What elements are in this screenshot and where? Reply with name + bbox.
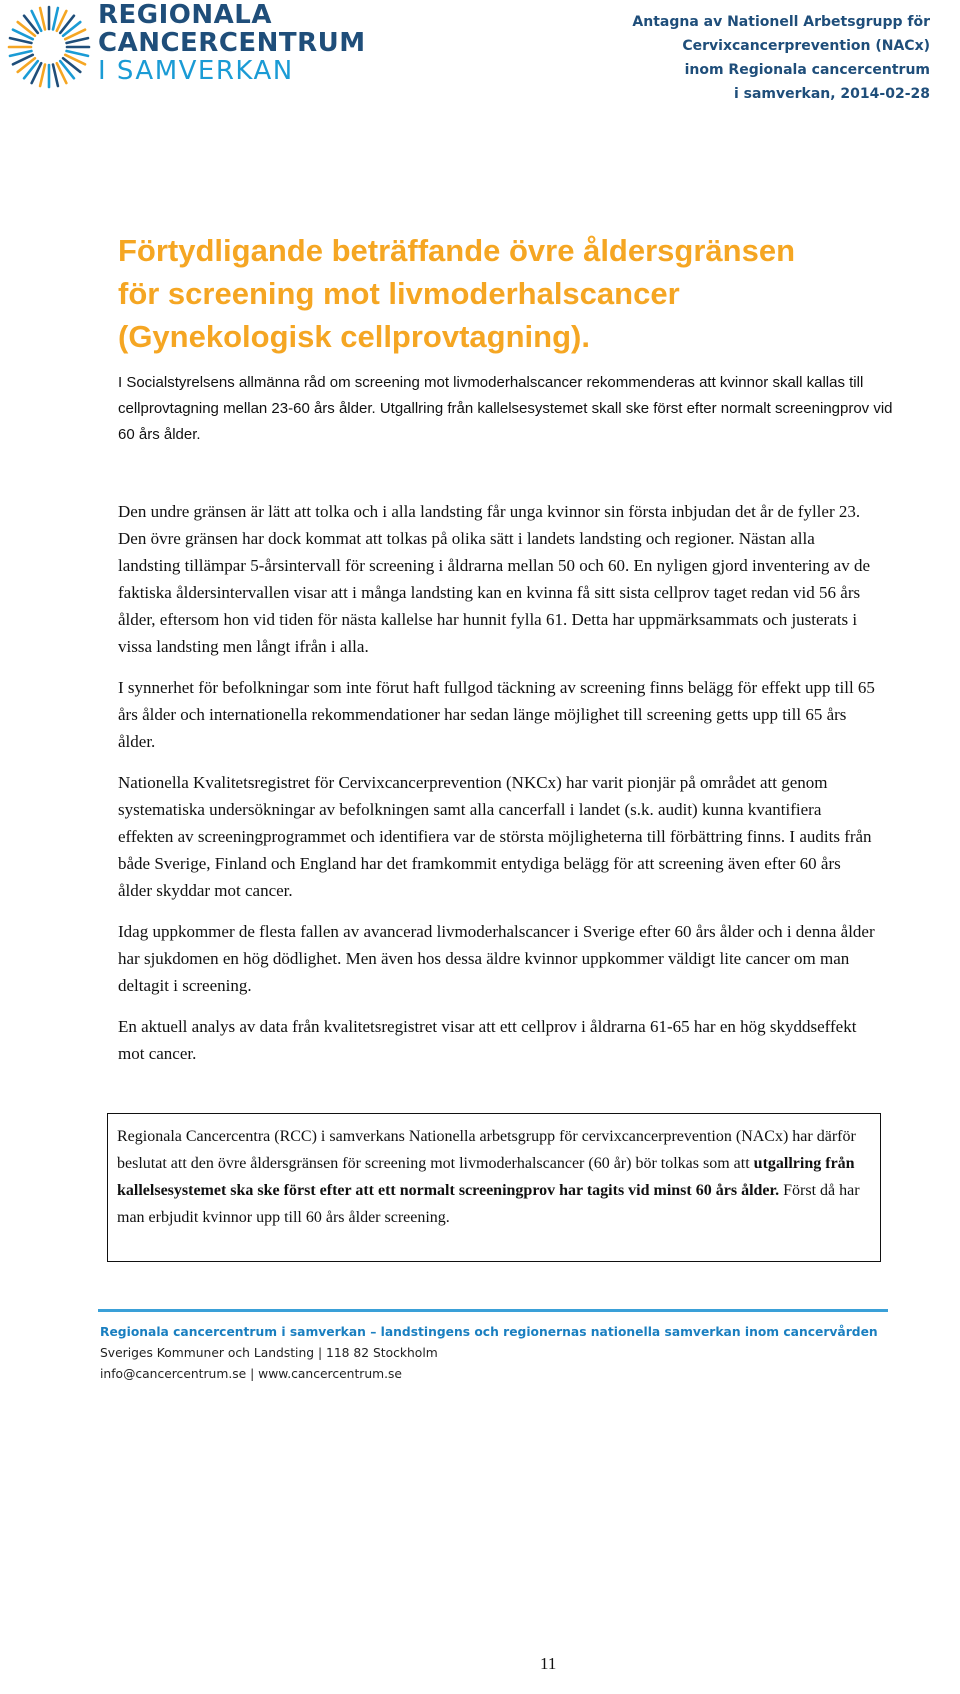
document-title	[118, 229, 918, 358]
title-line: (Gynekologisk cellprovtagning).	[118, 319, 590, 354]
body-paragraph: I synnerhet för befolkningar som inte förut haft fullgod täckning av screening finns belägg för effekt upp till 65 års ålder och internationella rekommendationer har sedan länge möjlighet till screening getts upp till 65 års ålder.	[118, 678, 875, 751]
body-paragraph: Den undre gränsen är lätt att tolka och i alla landsting får unga kvinnor sin första inbjudan det år de fyller 23. Den övre gränsen har dock kommat att tolkas på olika sätt i landets landsting och regioner. Nästan alla landsting tillämpar 5-årsintervall för screening i åldrarna mellan 50 och 60. En nyligen gjord inventering av de faktiska åldersintervallen visar att i många landsting kan en kvinna få sitt sista cellprov taget redan vid 56 års ålder, eftersom hon vid tiden för nästa kallelse har hunnit fylla 61. Detta har uppmärksammats och justerats i vissa landsting men långt ifrån i alla.	[118, 502, 871, 656]
intro-paragraph: I Socialstyrelsens allmänna råd om screening mot livmoderhalscancer rekommenderas att kvinnor skall kallas till cellprovtagning mellan 23-60 års ålder. Utgallring från kallelsesystemet skall ske först efter normalt screeningprov vid 60 års ålder.	[118, 374, 893, 443]
body-paragraph: Nationella Kvalitetsregistret för Cervixcancerprevention (NKCx) har varit pionjär på området att genom systematiska undersökningar av befolkningen samt alla cancerfall i landet (s.k. audit) kunna kvantifiera effekten av screeningprogrammet och identifiera var de största möjligheterna till förbättring finns. I audits från både Sverige, Finland och England har det framkommit entydiga belägg för att screening även efter 60 års ålder skyddar mot cancer.	[118, 773, 872, 900]
approval-line: i samverkan, 2014-02-28	[733, 86, 930, 102]
logo-line-1: REGIONALA	[98, 0, 272, 30]
logo-ray	[53, 8, 58, 29]
approval-line: Antagna av Nationell Arbetsgrupp för	[632, 14, 930, 30]
footer-contact: info@cancercentrum.se | www.cancercentrum.se	[100, 1367, 402, 1381]
logo-wordmark	[98, 1, 366, 85]
title-line: Förtydligande beträffande övre åldersgränsen	[118, 233, 796, 268]
body-paragraph: Idag uppkommer de flesta fallen av avancerad livmoderhalscancer i Sverige efter 60 års ålder och i denna ålder har sjukdomen en hög dödlighet. Men även hos dessa äldre kvinnor uppkommer väldigt lite cancer om man deltagit i screening.	[118, 922, 875, 995]
page-footer	[100, 1322, 900, 1385]
approval-line: Cervixcancerprevention (NACx)	[682, 38, 930, 54]
approval-line: inom Regionala cancercentrum	[684, 62, 930, 78]
decision-box	[107, 1113, 881, 1262]
logo-ray	[67, 38, 88, 43]
logo-ray	[40, 65, 45, 86]
logo-ray	[40, 8, 45, 29]
logo-ray	[10, 51, 31, 56]
logo-ray	[10, 38, 31, 43]
decision-text-after: Först då har man erbjudit kvinnor upp till 60 års ålder screening.	[117, 1182, 860, 1226]
footer-tagline: Regionala cancercentrum i samverkan – landstingens och regionernas nationella samverkan inom cancervården	[100, 1325, 878, 1339]
page-number: 11	[540, 1654, 557, 1673]
logo-ray	[53, 65, 58, 86]
sunburst-logo-icon	[6, 4, 92, 90]
title-line: för screening mot livmoderhalscancer	[118, 276, 680, 311]
logo-ray	[67, 51, 88, 56]
footer-address: Sveriges Kommuner och Landsting | 118 82 Stockholm	[100, 1346, 438, 1360]
decision-text-before: Regionala Cancercentra (RCC) i samverkans Nationella arbetsgrupp för cervixcancerprevention (NACx) har därför beslutat att den övre åldersgränsen för screening mot livmoderhalscancer (60 år) bör tolkas som att	[117, 1128, 856, 1172]
body-text	[118, 498, 878, 1081]
logo-line-3: I SAMVERKAN	[98, 56, 294, 86]
logo-line-2: CANCERCENTRUM	[98, 28, 366, 58]
decision-text-bold: utgallring från kallelsesystemet ska ske först efter att ett normalt screeningprov har tagits vid minst 60 års ålder.	[117, 1155, 855, 1199]
rcc-logo	[6, 0, 366, 90]
body-paragraph: En aktuell analys av data från kvalitetsregistret visar att ett cellprov i åldrarna 61-65 har en hög skyddseffekt mot cancer.	[118, 1017, 857, 1063]
footer-divider	[98, 1309, 888, 1312]
approval-notice	[590, 10, 930, 106]
